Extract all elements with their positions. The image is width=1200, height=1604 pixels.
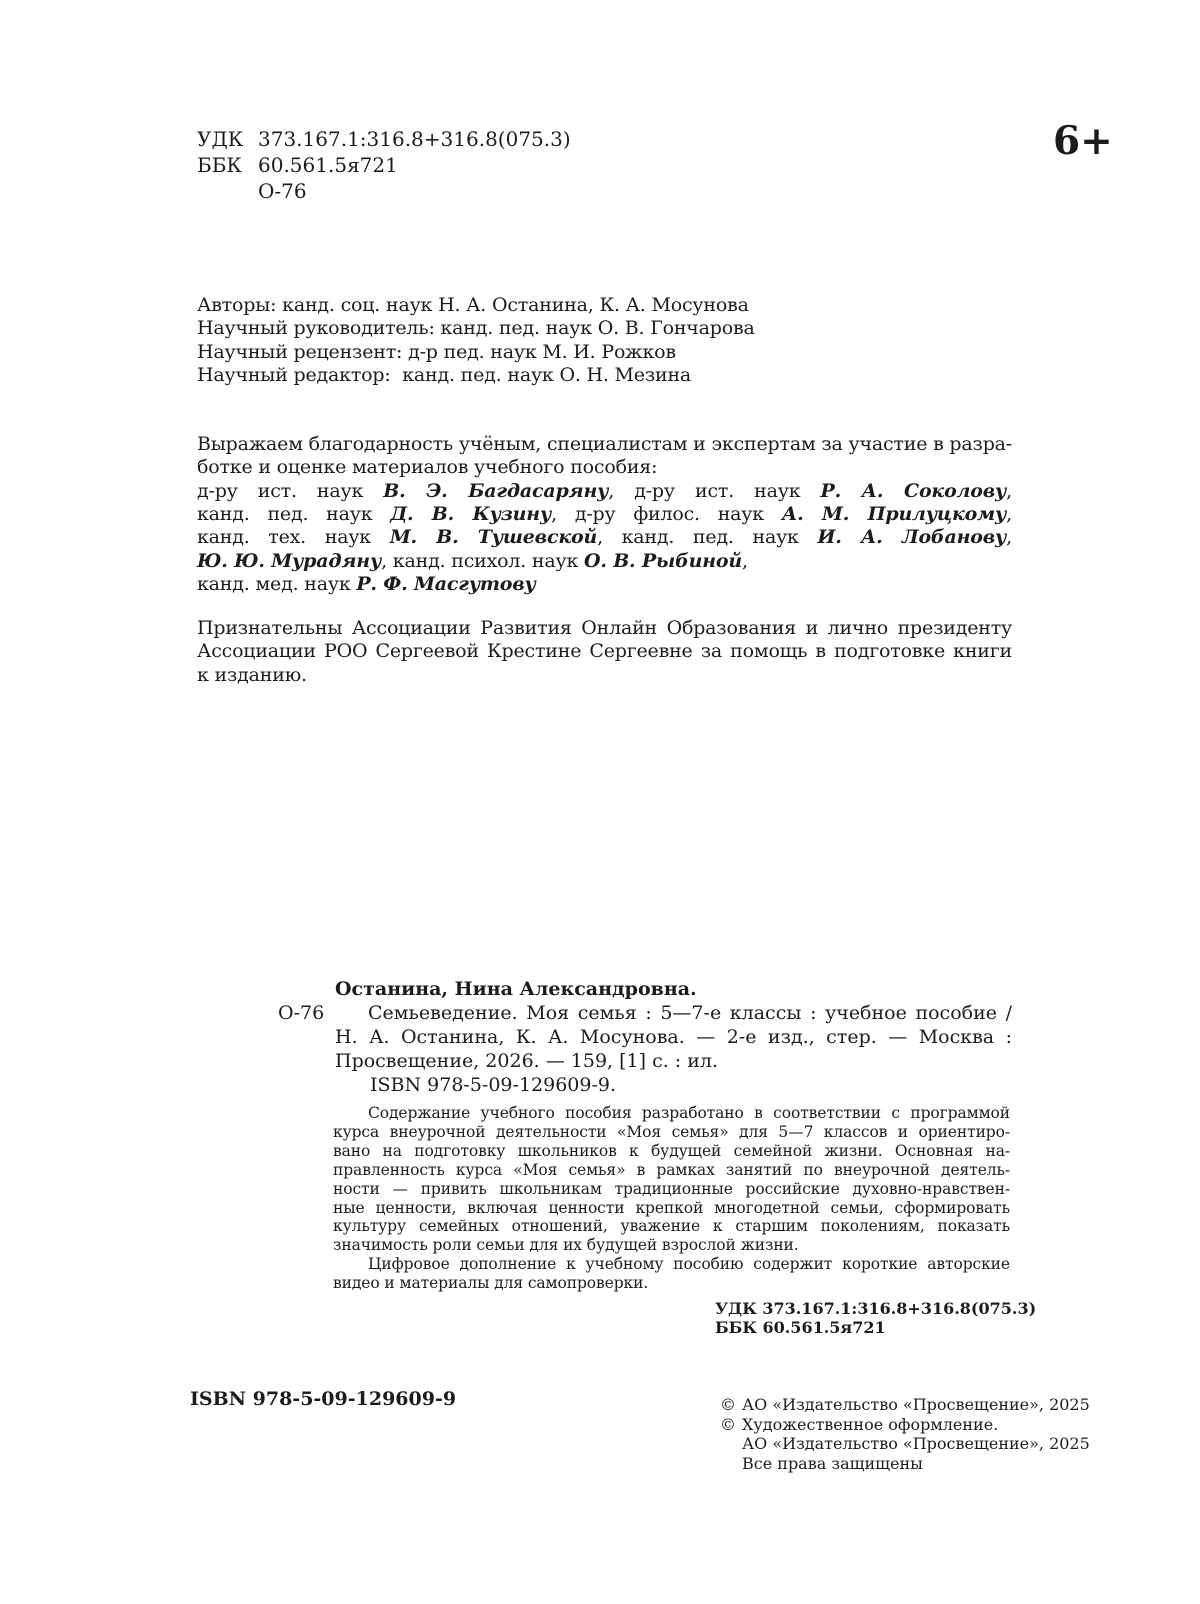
text-line: Ю. Ю. Мурадяну, канд. психол. наук О. В. Рыбиной, [197,549,748,572]
bbk-value: 60.561.5я721 [258,153,398,177]
copyright-symbol: © [720,1414,736,1434]
udk-row [197,126,571,152]
copyright-line [720,1415,1090,1435]
text-line: Научный руководитель: канд. пед. наук О. В. Гончарова [197,317,755,340]
author-sign: О-76 [258,179,307,203]
text-line: канд. мед. наук Р. Ф. Масгутову [197,573,536,596]
text-line: д-ру ист. наук В. Э. Багдасаряну, д-ру ист. наук Р. А. Соколову, [197,479,1013,502]
staff-credits [197,294,1012,387]
text-line: Содержание учебного пособия разработано в соответствии с программой [368,1104,1010,1122]
text-line: Признательны Ассоциации Развития Онлайн Образования и лично президенту [197,617,1012,639]
catalog-line: Н. А. Останина, К. А. Мосунова. — 2-е изд., стер. — Москва : [335,1026,1012,1048]
text-line: правленность курса «Моя семья» в рамках занятий по внеурочной деятель- [333,1160,1010,1179]
bbk-label: ББК [197,153,242,177]
catalog-line: Просвещение, 2026. — 159, [1] с. : ил. [335,1050,719,1072]
text-line: Цифровое дополнение к учебному пособию содержит короткие авторские [368,1255,1010,1274]
bbk-bottom: ББК 60.561.5я721 [715,1318,886,1338]
classification-codes-top [197,126,571,204]
copyright-text: Все права защищены [742,1453,923,1473]
text-line: Научный рецензент: д-р пед. наук М. И. Рожков [197,340,676,363]
copyright-line [720,1434,1090,1454]
udk-label: УДК [197,127,244,151]
copyright-block [720,1395,1090,1473]
text-line: курса внеурочной деятельности «Моя семья» для 5—7 классов и ориентиро- [333,1122,1010,1141]
udk-value: 373.167.1:316.8+316.8(075.3) [258,127,571,151]
text-line: Авторы: канд. соц. наук Н. А. Останина, К. А. Мосунова [197,294,749,316]
catalog-card [278,977,1012,1097]
copyright-text: Художественное оформление. [742,1414,999,1434]
gratitude-paragraph [197,617,1012,687]
copyright-text: АО «Издательство «Просвещение», 2025 [742,1434,1090,1454]
catalog-heading: Останина, Нина Александровна. [335,978,697,1000]
text-line: канд. тех. наук М. В. Тушевской, канд. пед. наук И. А. Лобанову, [197,526,1012,549]
text-line: ные ценности, включая ценности крепкой многодетной семьи, сформировать [333,1198,1010,1217]
text-line: к изданию. [197,663,307,686]
text-line: видео и материалы для самопроверки. [333,1274,649,1293]
age-rating-badge: 6+ [1053,118,1113,164]
bbk-row [197,152,571,178]
catalog-author-sign: О-76 [278,1002,325,1024]
copyright-line [720,1454,1090,1474]
copyright-symbol: © [720,1395,736,1414]
copyright-symbol [720,1454,742,1474]
text-line: значимость роли семьи для их будущей взрослой жизни. [333,1236,799,1255]
udk-bottom: УДК 373.167.1:316.8+316.8(075.3) [715,1299,1037,1318]
author-sign-row [197,178,571,204]
text-line: Научный редактор: канд. пед. наук О. Н. Мезина [197,364,692,387]
catalog-isbn: ISBN 978-5-09-129609-9. [370,1074,617,1096]
copyright-symbol [720,1434,742,1454]
annotation-paragraph [333,1104,1010,1293]
acknowledgement-paragraph [197,433,1012,596]
text-line: Выражаем благодарность учёным, специалистам и экспертам за участие в разра- [197,433,1012,455]
text-line: ности — привить школьникам традиционные российские духовно-нравствен- [333,1179,1010,1198]
classification-codes-bottom [715,1299,1036,1338]
text-line: Ассоциации РОО Сергеевой Крестине Сергеевне за помощь в подготовке книги [197,640,1012,663]
text-line: вано на подготовку школьников к будущей семейной жизни. Основная на- [333,1141,1010,1160]
copyright-line [720,1395,1090,1415]
catalog-line: Семьеведение. Моя семья : 5—7-е классы : учебное пособие / [368,1002,1012,1024]
text-line: канд. пед. наук Д. В. Кузину, д-ру филос. наук А. М. Прилуцкому, [197,503,1012,526]
copyright-text: АО «Издательство «Просвещение», 2025 [742,1395,1090,1414]
text-line: ботке и оценке материалов учебного пособия: [197,456,658,479]
isbn-footer: ISBN 978-5-09-129609-9 [190,1388,457,1410]
text-line: культуру семейных отношений, уважение к старшим поколениям, показать [333,1217,1010,1236]
